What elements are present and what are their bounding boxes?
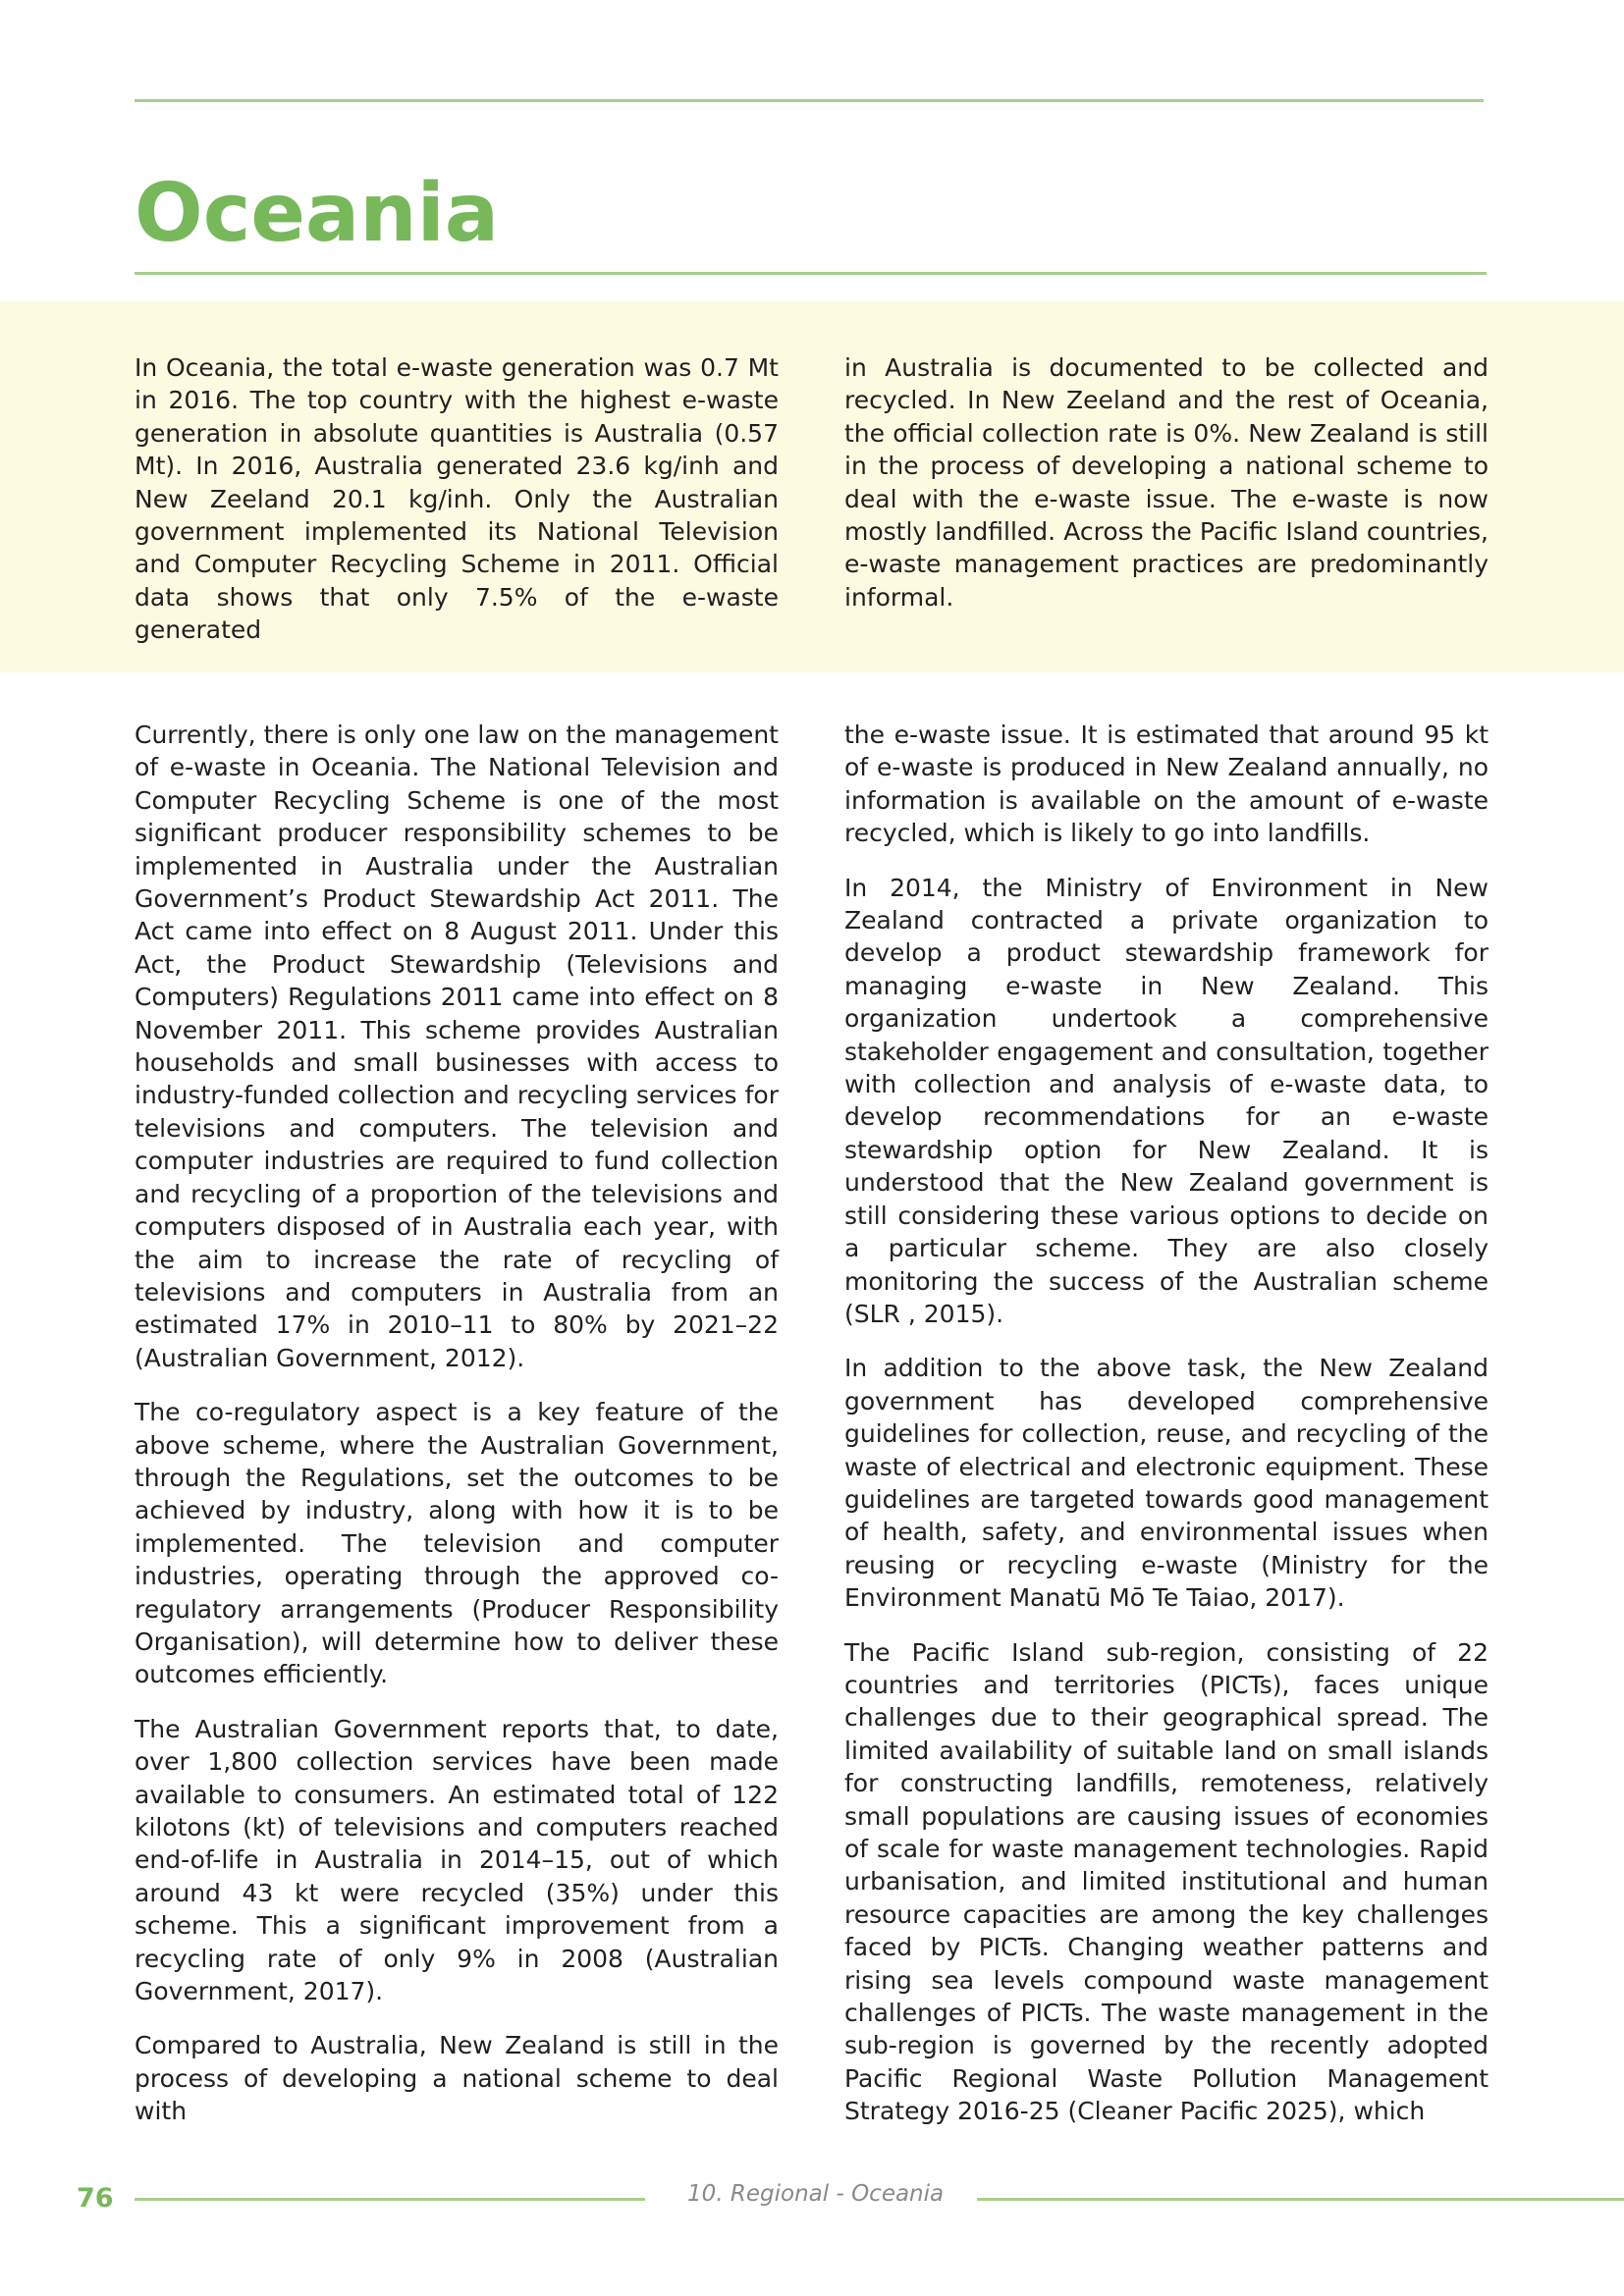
body-paragraph: Currently, there is only one law on the management of e-waste in Oceania. The National Television and Computer Recycling Scheme is one of the most significant producer responsibility schemes to be implemented in Australia under the Australian Government’s Product Stewardship Act 2011. The Act came into effect on 8 August 2011. Under this Act, the Product Stewardship (Televisions and Computers) Regulations 2011 came into effect on 8 November 2011. This scheme provides Australian households and small businesses with access to industry-funded collection and recycling services for televisions and computers. The television and computer industries are required to fund collection and recycling of a proportion of the televisions and computers disposed of in Australia each year, with the aim to increase the rate of recycling of televisions and computers in Australia from an estimated 17% in 2010–11 to 80% by 2021–22 (Australian Government, 2012).	[135, 721, 779, 1372]
running-head: 10. Regional - Oceania	[687, 2181, 945, 2207]
summary-paragraph: in Australia is documented to be collected and recycled. In New Zeeland and the rest of Oceania, the official collection rate is 0%. New Zealand is still in the process of developing a national scheme to deal with the e-waste issue. The e-waste is now mostly landfilled. Across the Pacific Island countries, e-waste management practices are predominantly informal.	[844, 353, 1489, 612]
summary-right-column	[844, 351, 1489, 635]
summary-left-column	[135, 351, 779, 668]
title-divider	[135, 272, 1487, 275]
body-paragraph: Compared to Australia, New Zealand is still in the process of developing a national scheme to deal with	[135, 2031, 779, 2126]
footer-divider-left	[135, 2198, 645, 2201]
footer-divider-right	[977, 2198, 1624, 2201]
body-paragraph: the e-waste issue. It is estimated that around 95 kt of e-waste is produced in New Zealand annually, no information is available on the amount of e-waste recycled, which is likely to go into landfills.	[844, 721, 1489, 848]
body-paragraph: In 2014, the Ministry of Environment in New Zealand contracted a private organization to develop a product stewardship framework for managing e-waste in New Zealand. This organization undertook a comprehensive stakeholder engagement and consultation, together with collection and analysis of e-waste data, to develop recommendations for an e-waste stewardship option for New Zealand. It is understood that the New Zealand government is still considering these various options to decide on a particular scheme. They are also closely monitoring the success of the Australian scheme (SLR , 2015).	[844, 873, 1489, 1328]
body-right-column	[844, 719, 1489, 2150]
page-number: 76	[77, 2183, 114, 2214]
body-left-column	[135, 719, 779, 2150]
page-title: Oceania	[135, 167, 500, 260]
body-paragraph: The Pacific Island sub-region, consisting of 22 countries and territories (PICTs), faces unique challenges due to their geographical spread. The limited availability of suitable land on small islands for constructing landfills, remoteness, relatively small populations are causing issues of economies of scale for waste management technologies. Rapid urbanisation, and limited institutional and human resource capacities are among the key challenges faced by PICTs. Changing weather patterns and rising sea levels compound waste management challenges of PICTs. The waste management in the sub-region is governed by the recently adopted Pacific Regional Waste Pollution Management Strategy 2016-25 (Cleaner Pacific 2025), which	[844, 1637, 1489, 2126]
body-paragraph: In addition to the above task, the New Zealand government has developed comprehensive guidelines for collection, reuse, and recycling of the waste of electrical and electronic equipment. These guidelines are targeted towards good management of health, safety, and environmental issues when reusing or recycling e-waste (Ministry for the Environment Manatū Mō Te Taiao, 2017).	[844, 1354, 1489, 1613]
body-paragraph: The co-regulatory aspect is a key feature of the above scheme, where the Australian Government, through the Regulations, set the outcomes to be achieved by industry, along with how it is to be implemented. The television and computer industries, operating through the approved co-regulatory arrangements (Producer Responsibility Organisation), will determine how to deliver these outcomes efficiently.	[135, 1398, 779, 1689]
summary-paragraph: In Oceania, the total e-waste generation was 0.7 Mt in 2016. The top country with the highest e-waste generation in absolute quantities is Australia (0.57 Mt). In 2016, Australia generated 23.6 kg/inh and New Zeeland 20.1 kg/inh. Only the Australian government implemented its National Television and Computer Recycling Scheme in 2011. Official data shows that only 7.5% of the e-waste generated	[135, 353, 779, 645]
body-paragraph: The Australian Government reports that, to date, over 1,800 collection services have been made available to consumers. An estimated total of 122 kilotons (kt) of televisions and computers reached end-of-life in Australia in 2014–15, out of which around 43 kt were recycled (35%) under this scheme. This a significant improvement from a recycling rate of only 9% in 2008 (Australian Government, 2017).	[135, 1714, 779, 2006]
top-divider	[135, 99, 1484, 102]
